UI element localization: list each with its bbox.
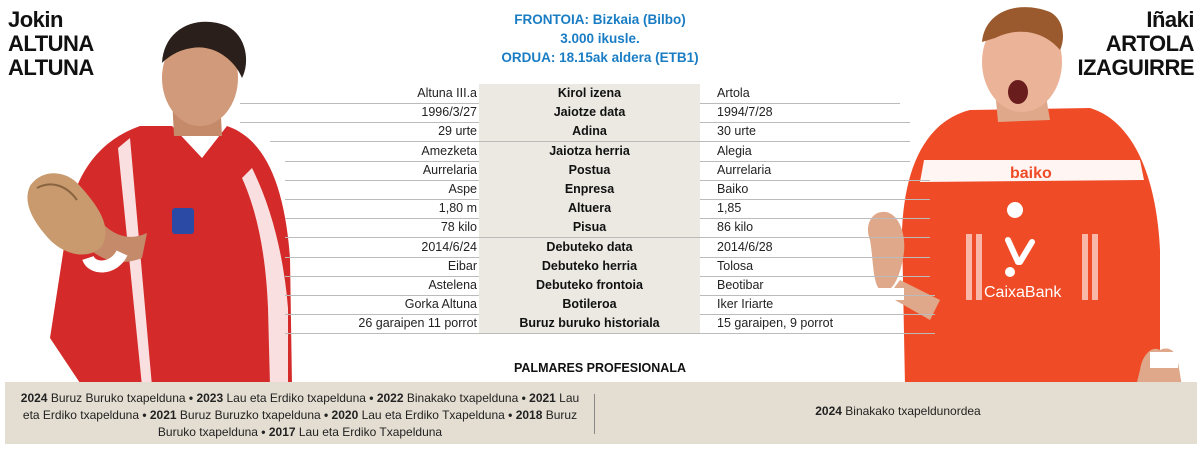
right-player-value: 86 kilo [717, 220, 754, 235]
palmares-year: 2024 [20, 391, 48, 405]
table-row [0, 142, 1200, 161]
table-row [0, 295, 1200, 314]
right-player-value: Aurrelaria [717, 162, 772, 177]
palmares-year: 2018 [515, 408, 543, 422]
palmares-title-text: Lau eta Erdiko txapelduna [22, 391, 580, 422]
left-player-value: Eibar [447, 258, 477, 273]
palmares-box [5, 382, 1197, 444]
row-label: Debuteko herria [479, 257, 700, 276]
left-player-value: Amezketa [421, 143, 477, 158]
palmares-separator: • [320, 408, 332, 422]
right-player-value: Artola [717, 86, 750, 100]
row-label: Kirol izena [479, 84, 700, 103]
left-player-first-name: Jokin [8, 7, 63, 32]
table-row [0, 314, 1200, 333]
palmares-divider [594, 394, 595, 434]
palmares-year: 2020 [331, 408, 359, 422]
row-label: Jaiotza herria [479, 142, 700, 161]
palmares-separator: • [139, 408, 150, 422]
table-row [0, 257, 1200, 276]
right-player-value: Alegia [717, 143, 752, 158]
row-label: Enpresa [479, 180, 700, 199]
right-jersey-sponsor-top: baiko [1010, 165, 1052, 182]
palmares-title-text: Lau eta Erdiko Txapelduna [295, 425, 443, 439]
row-label: Altuera [479, 199, 700, 218]
left-player-value: Altuna III.a [417, 86, 477, 100]
row-label: Adina [479, 122, 700, 141]
right-player-value: Baiko [717, 182, 749, 196]
row-label: Jaiotze data [479, 103, 700, 122]
right-player-value: 30 urte [717, 124, 756, 139]
palmares-title-text: Lau eta Erdiko Txapelduna [358, 408, 505, 422]
left-player-value: 2014/6/24 [421, 239, 477, 254]
palmares-year: 2024 [815, 404, 842, 418]
row-divider [285, 333, 935, 334]
right-player-value: 2014/6/28 [717, 239, 773, 254]
row-label: Postua [479, 161, 700, 180]
palmares-separator: • [365, 391, 377, 405]
row-label: Botileroa [479, 295, 700, 314]
match-venue: FRONTOIA: Bizkaia (Bilbo) [514, 12, 686, 27]
table-row [0, 161, 1200, 180]
palmares-separator: • [504, 408, 516, 422]
match-time: ORDUA: 18.15ak aldera (ETB1) [501, 50, 699, 65]
right-player-value: 15 garaipen, 9 porrot [717, 316, 834, 331]
palmares-year: 2017 [268, 425, 296, 439]
palmares-separator: • [518, 391, 530, 405]
right-player-surname-1: ARTOLA [1105, 31, 1194, 56]
right-player-surname-2: IZAGUIRRE [1077, 55, 1194, 80]
table-row [0, 238, 1200, 257]
table-row [0, 122, 1200, 141]
table-row [0, 276, 1200, 295]
table-row [0, 218, 1200, 237]
palmares-year: 2023 [196, 391, 224, 405]
table-row [0, 84, 1200, 103]
right-player-first-name: Iñaki [1146, 7, 1194, 32]
right-player-value: Beotibar [717, 278, 764, 292]
palmares-title: PALMARES PROFESIONALA [514, 361, 686, 375]
left-player-value: 1,80 m [438, 201, 477, 216]
left-player-value: 78 kilo [440, 220, 477, 235]
left-player-value: Astelena [428, 278, 477, 292]
table-row [0, 103, 1200, 122]
left-player-value: 26 garaipen 11 porrot [358, 316, 477, 331]
right-player-value: 1,85 [717, 201, 742, 216]
row-label: Debuteko frontoia [479, 276, 700, 295]
palmares-title-text: Lau eta Erdiko txapelduna [223, 391, 366, 405]
right-player-value: Iker Iriarte [717, 297, 774, 312]
palmares-separator: • [185, 391, 197, 405]
palmares-year: 2022 [376, 391, 404, 405]
left-player-value: Aspe [448, 182, 477, 196]
match-info [400, 10, 800, 67]
row-label: Debuteko data [479, 238, 700, 257]
palmares-title-text: Binakako txapeldunordea [841, 404, 981, 418]
palmares-separator: • [257, 425, 269, 439]
right-player-value: Tolosa [717, 258, 754, 273]
palmares-title-text: Buruz Buruko txapelduna [47, 391, 186, 405]
table-row [0, 180, 1200, 199]
row-label: Buruz buruko historiala [479, 314, 700, 333]
match-attendance: 3.000 ikusle. [560, 31, 640, 46]
table-row [0, 199, 1200, 218]
palmares-left-player [11, 390, 589, 441]
palmares-year: 2021 [149, 408, 177, 422]
left-player-value: 1996/3/27 [421, 105, 477, 120]
left-player-surname-1: ALTUNA [8, 31, 94, 56]
left-player-surname-2: ALTUNA [8, 55, 94, 80]
palmares-year: 2021 [529, 391, 556, 405]
palmares-title-text: Binakako txapelduna [403, 391, 519, 405]
left-player-value: Aurrelaria [422, 162, 477, 177]
palmares-right-player [605, 404, 1191, 418]
row-label: Pisua [479, 218, 700, 237]
right-player-value: 1994/7/28 [717, 105, 773, 120]
right-jersey-sponsor-main: CaixaBank [984, 284, 1062, 301]
palmares-title-text: Buruz Buruzko txapelduna [176, 408, 321, 422]
left-player-value: 29 urte [438, 124, 477, 139]
palmares-title-text: Buruz Buruko txapelduna [157, 408, 578, 439]
left-player-value: Gorka Altuna [404, 297, 477, 312]
